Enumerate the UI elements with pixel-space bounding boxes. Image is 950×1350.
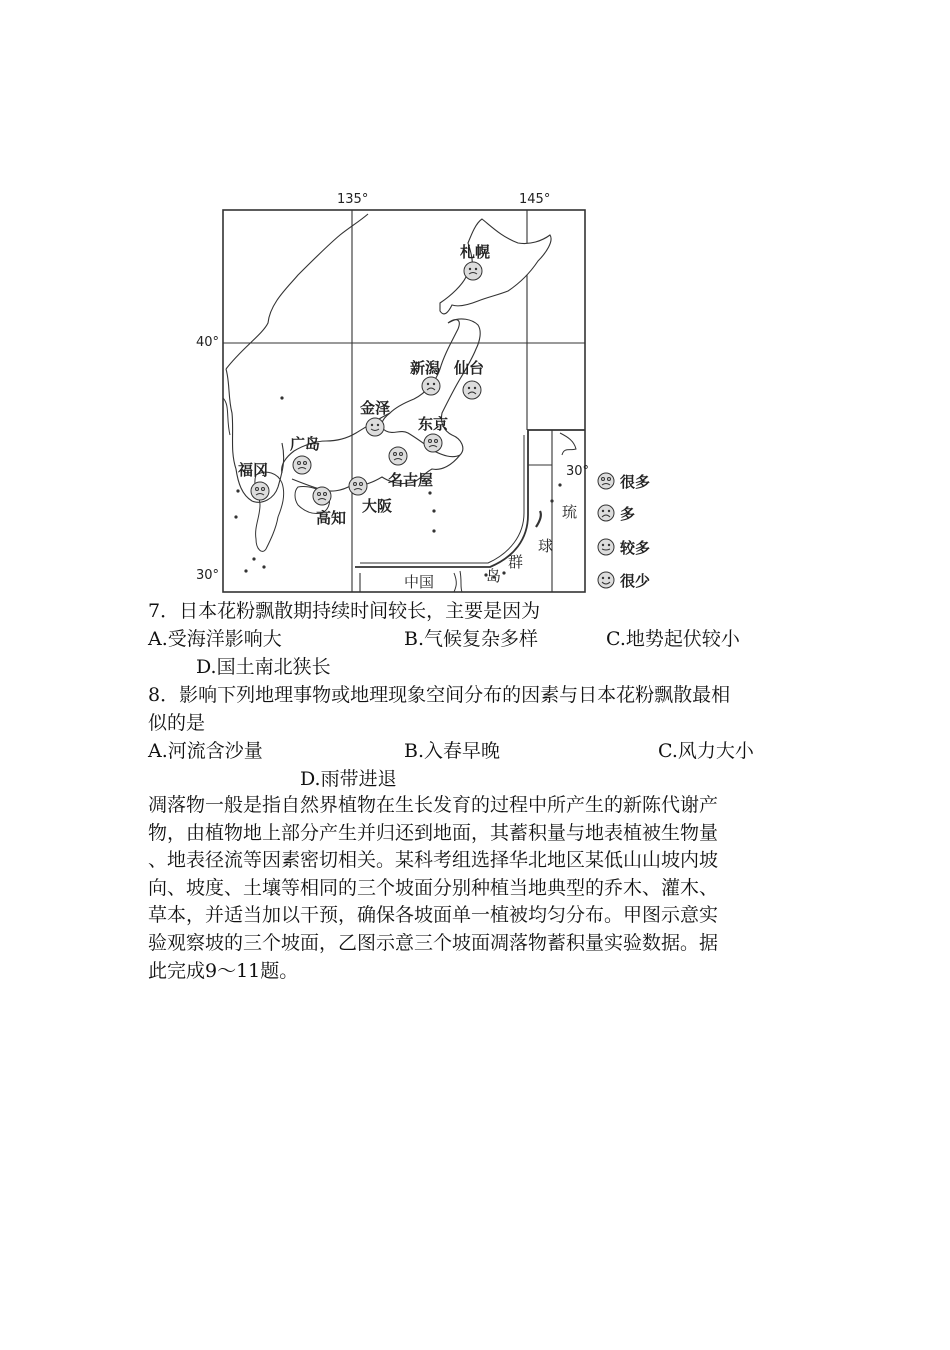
legend-label-very-little: 很少 <box>620 572 651 590</box>
lat-label-30: 30° <box>196 568 220 583</box>
ryukyu-label-char-1: 琉 <box>562 503 578 521</box>
inset-lat-label-30: 30° <box>566 464 590 479</box>
q7-option-c: C.地势起伏较小 <box>606 628 740 650</box>
legend-label-much: 多 <box>620 505 636 523</box>
q7-stem: 7．日本花粉飘散期持续时间较长，主要是因为 <box>148 600 541 622</box>
kanazawa-label: 金泽 <box>360 399 391 417</box>
passage <box>148 792 798 985</box>
kochi-label: 高知 <box>316 509 347 527</box>
osaka-label: 大阪 <box>362 497 393 515</box>
much-face-icon <box>598 505 614 521</box>
island <box>234 515 237 518</box>
q8-option-c: C.风力大小 <box>658 740 754 762</box>
island <box>550 499 553 502</box>
sendai-label: 仙台 <box>454 359 485 377</box>
q8-option-d: D.雨带进退 <box>300 768 397 790</box>
q8-option-b: B.入春早晚 <box>404 740 501 762</box>
q7-option-a: A.受海洋影响大 <box>148 628 282 650</box>
ryukyu-label-char-3: 群 <box>508 553 524 571</box>
passage-line: 此完成9～11题。 <box>148 959 299 982</box>
niigata-label: 新潟 <box>410 359 441 377</box>
island <box>428 491 431 494</box>
lon-label-135: 135° <box>337 192 369 207</box>
island <box>236 489 239 492</box>
map-legend <box>598 473 650 590</box>
island <box>244 569 247 572</box>
very-little-face-icon <box>598 572 614 588</box>
passage-line: 验观察坡的三个坡面，乙图示意三个坡面凋落物蓄积量实验数据。据 <box>148 931 719 954</box>
very-much-face-icon <box>598 473 614 489</box>
q7-option-b: B.气候复杂多样 <box>404 628 539 650</box>
q8-stem-line1: 8．影响下列地理事物或地理现象空间分布的因素与日本花粉飘散最相 <box>148 684 731 706</box>
sapporo-label: 札幌 <box>460 243 491 261</box>
lat-label-40: 40° <box>196 335 220 350</box>
island <box>432 529 435 532</box>
fairly-much-face-icon <box>598 539 614 555</box>
island <box>280 396 283 399</box>
island <box>252 557 255 560</box>
q8-option-a: A.河流含沙量 <box>148 740 263 762</box>
passage-line: 草本，并适当加以干预，确保各坡面单一植被均匀分布。甲图示意实 <box>148 904 719 927</box>
island <box>502 571 505 574</box>
island <box>262 565 265 568</box>
ryukyu-label-char-4: 岛 <box>486 567 502 585</box>
passage-line: 、地表径流等因素密切相关。某科考组选择华北地区某低山山坡内坡 <box>148 849 719 872</box>
island <box>558 483 561 486</box>
legend-label-very-much: 很多 <box>620 473 651 491</box>
passage-line: 向、坡度、土壤等相同的三个坡面分别种植当地典型的乔木、灌木、 <box>148 876 719 899</box>
ryukyu-label-char-2: 球 <box>538 537 554 555</box>
passage-line: 凋落物一般是指自然界植物在生长发育的过程中所产生的新陈代谢产 <box>148 794 719 816</box>
passage-line: 物，由植物地上部分产生并归还到地面，其蓄积量与地表植被生物量 <box>148 821 719 844</box>
legend-label-fairly-much: 较多 <box>620 539 651 557</box>
tokyo-label: 东京 <box>418 415 449 433</box>
q7-option-d: D.国土南北狭长 <box>196 656 331 678</box>
china-label: 中国 <box>404 573 435 591</box>
island <box>432 509 435 512</box>
fukuoka-label: 福冈 <box>238 461 269 479</box>
hiroshima-label: 广岛 <box>290 435 321 453</box>
lon-label-145: 145° <box>519 192 551 207</box>
japan-pollen-map <box>190 183 665 595</box>
q8-stem-line2: 似的是 <box>148 712 206 734</box>
nagoya-label: 名古屋 <box>388 471 434 489</box>
